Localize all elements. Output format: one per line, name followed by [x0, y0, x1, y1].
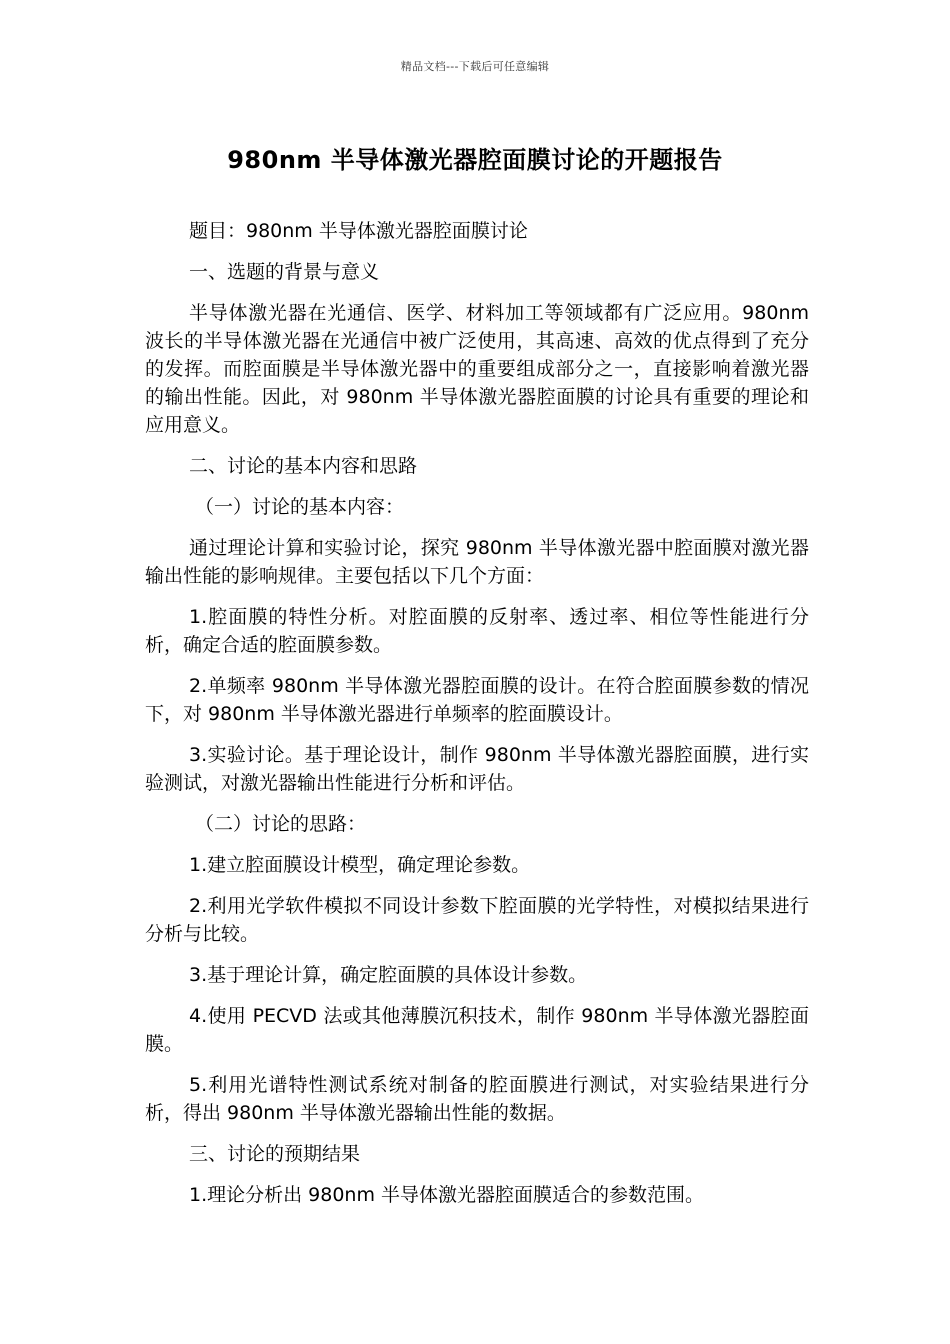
- paragraph-topic: 题目：980nm 半导体激光器腔面膜讨论: [189, 220, 528, 242]
- document-body: [145, 217, 809, 1222]
- document-title: 980nm 半导体激光器腔面膜讨论的开题报告: [227, 146, 723, 174]
- paragraph-background: 半导体激光器在光通信、医学、材料加工等领域都有广泛应用。980nm 波长的半导体激光器在光通信中被广泛使用，其高速、高效的优点得到了充分的发挥。而腔面膜是半导体激光器中的重要组成部分之一，直接影响着激光器的输出性能。因此，对 980nm 半导体激光器腔面膜的讨论具有重要的理论和应用意义。: [145, 302, 809, 436]
- header-note: 精品文档---下载后可任意编辑: [400, 60, 550, 73]
- list-item: 1.建立腔面膜设计模型，确定理论参数。: [189, 854, 531, 876]
- subheading-basic-content: （一）讨论的基本内容：: [195, 496, 405, 518]
- heading-background: 一、选题的背景与意义: [189, 261, 380, 283]
- heading-expected-results: 三、讨论的预期结果: [189, 1143, 361, 1165]
- list-item: 3.基于理论计算，确定腔面膜的具体设计参数。: [189, 964, 588, 986]
- list-item: 4.使用 PECVD 法或其他薄膜沉积技术，制作 980nm 半导体激光器腔面膜。: [145, 1005, 809, 1055]
- paragraph-basic-content: 通过理论计算和实验讨论，探究 980nm 半导体激光器中腔面膜对激光器输出性能的影响规律。主要包括以下几个方面：: [145, 537, 809, 587]
- list-item: 3.实验讨论。基于理论设计，制作 980nm 半导体激光器腔面膜，进行实验测试，对激光器输出性能进行分析和评估。: [145, 744, 809, 794]
- list-item: 1.理论分析出 980nm 半导体激光器腔面膜适合的参数范围。: [189, 1184, 705, 1206]
- list-item: 1.腔面膜的特性分析。对腔面膜的反射率、透过率、相位等性能进行分析，确定合适的腔面膜参数。: [145, 606, 809, 656]
- heading-content-approach: 二、讨论的基本内容和思路: [189, 455, 418, 477]
- list-item: 2.单频率 980nm 半导体激光器腔面膜的设计。在符合腔面膜参数的情况下，对 980nm 半导体激光器进行单频率的腔面膜设计。: [145, 675, 809, 725]
- list-item: 5.利用光谱特性测试系统对制备的腔面膜进行测试，对实验结果进行分析，得出 980nm 半导体激光器输出性能的数据。: [145, 1074, 809, 1124]
- subheading-approach: （二）讨论的思路：: [195, 813, 367, 835]
- list-item: 2.利用光学软件模拟不同设计参数下腔面膜的光学特性，对模拟结果进行分析与比较。: [145, 895, 809, 945]
